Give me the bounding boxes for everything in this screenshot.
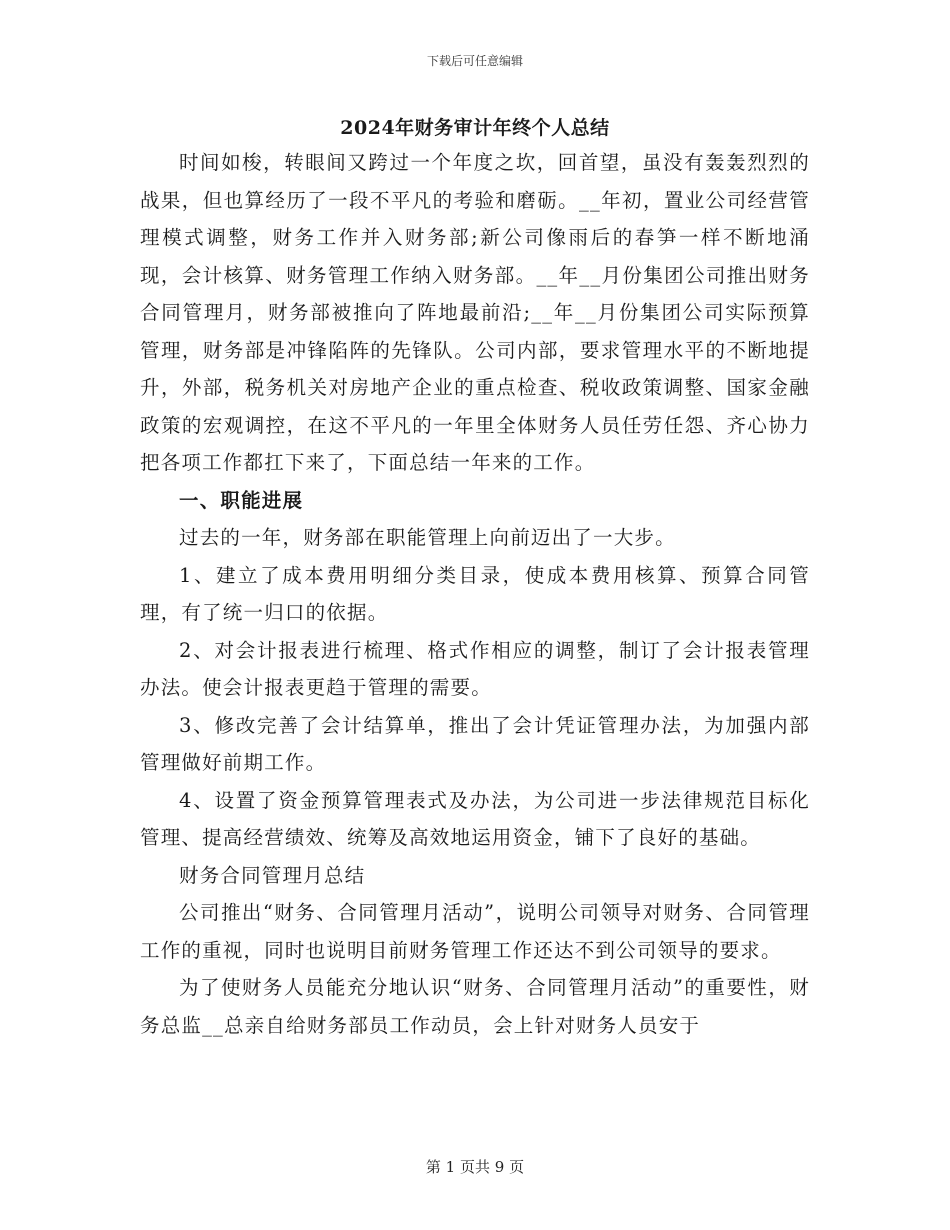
paragraph-item-1: 1、建立了成本费用明细分类目录，使成本费用核算、预算合同管理，有了统一归口的依据。 — [140, 563, 810, 624]
subheading-contract-month: 财务合同管理月总结 — [179, 863, 366, 887]
page-header-note: 下载后可任意编辑 — [426, 54, 523, 68]
page-number: 第 1 页共 9 页 — [425, 1158, 525, 1176]
document-body — [140, 114, 810, 1044]
paragraph-function-summary: 过去的一年，财务部在职能管理上向前迈出了一大步。 — [179, 526, 676, 549]
section-heading-functions: 一、职能进展 — [179, 488, 304, 512]
paragraph-contract-activity: 公司推出“财务、合同管理月活动”，说明公司领导对财务、合同管理工作的重视，同时也说明目前财务管理工作还达不到公司领导的要求。 — [140, 901, 810, 962]
paragraph-item-4: 4、设置了资金预算管理表式及办法，为公司进一步法律规范目标化管理、提高经营绩效、统筹及高效地运用资金，铺下了良好的基础。 — [140, 788, 810, 849]
paragraph-item-3: 3、修改完善了会计结算单，推出了会计凭证管理办法，为加强内部管理做好前期工作。 — [140, 713, 810, 774]
document-title: 2024年财务审计年终个人总结 — [340, 117, 610, 139]
paragraph-contract-importance: 为了使财务人员能充分地认识“财务、合同管理月活动”的重要性，财务总监__总亲自给财务部员工作动员，会上针对财务人员安于 — [140, 976, 810, 1037]
paragraph-intro: 时间如梭，转眼间又跨过一个年度之坎，回首望，虽没有轰轰烈烈的战果，但也算经历了一段不平凡的考验和磨砺。__年初，置业公司经营管理模式调整，财务工作并入财务部;新公司像雨后的春笋一样不断地涌现，会计核算、财务管理工作纳入财务部。__年__月份集团公司推出财务合同管理月，财务部被推向了阵地最前沿;__年__月份集团公司实际预算管理，财务部是冲锋陷阵的先锋队。公司内部，要求管理水平的不断地提升，外部，税务机关对房地产企业的重点检查、税收政策调整、国家金融政策的宏观调控，在这不平凡的一年里全体财务人员任劳任怨、齐心协力把各项工作都扛下来了，下面总结一年来的工作。 — [140, 151, 810, 474]
paragraph-item-2: 2、对会计报表进行梳理、格式作相应的调整，制订了会计报表管理办法。使会计报表更趋于管理的需要。 — [140, 638, 810, 699]
